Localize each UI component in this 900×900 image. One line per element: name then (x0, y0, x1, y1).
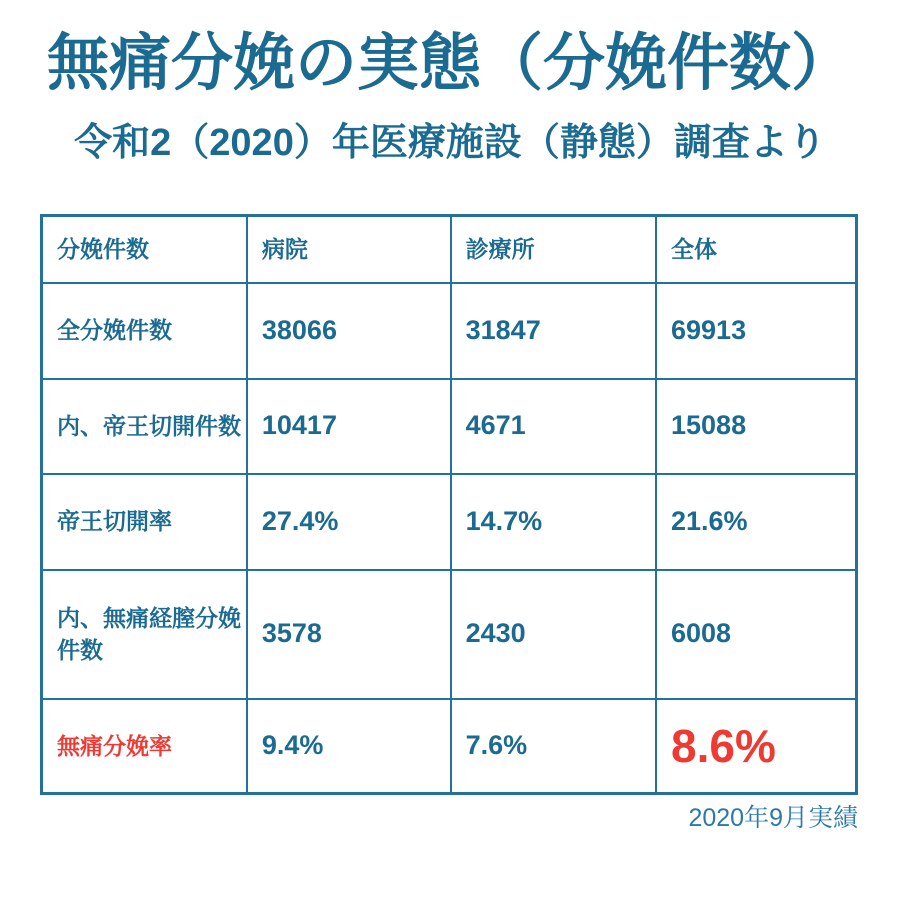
row-label: 帝王切開率 (42, 474, 247, 570)
footnote: 2020年9月実績 (688, 804, 858, 832)
column-header-total: 全体 (656, 216, 857, 283)
cell-value: 9.4% (247, 699, 451, 794)
cell-value: 6008 (656, 570, 857, 699)
table-row-cesarean-rate (42, 474, 857, 570)
delivery-stats-table (40, 214, 858, 795)
page-title: 無痛分娩の実態（分娩件数） (46, 29, 853, 98)
table-row-cesarean-count (42, 379, 857, 474)
table-row-total-deliveries (42, 283, 857, 379)
table-row-painless-delivery-rate (42, 699, 857, 794)
table-header-row (42, 216, 857, 283)
cell-value: 3578 (247, 570, 451, 699)
row-label: 内、無痛経膣分娩件数 (42, 570, 247, 699)
cell-value-highlighted: 8.6% (656, 699, 857, 794)
cell-value: 31847 (451, 283, 656, 379)
column-header-metric: 分娩件数 (42, 216, 247, 283)
cell-value: 69913 (656, 283, 857, 379)
cell-value: 27.4% (247, 474, 451, 570)
column-header-hospital: 病院 (247, 216, 451, 283)
page-subtitle: 令和2（2020）年医療施設（静態）調査より (74, 122, 826, 164)
cell-value: 15088 (656, 379, 857, 474)
cell-value: 38066 (247, 283, 451, 379)
table-row-painless-vaginal-count (42, 570, 857, 699)
cell-value: 14.7% (451, 474, 656, 570)
column-header-clinic: 診療所 (451, 216, 656, 283)
row-label-highlighted: 無痛分娩率 (42, 699, 247, 794)
cell-value: 21.6% (656, 474, 857, 570)
cell-value: 2430 (451, 570, 656, 699)
cell-value: 4671 (451, 379, 656, 474)
cell-value: 7.6% (451, 699, 656, 794)
row-label: 全分娩件数 (42, 283, 247, 379)
cell-value: 10417 (247, 379, 451, 474)
row-label: 内、帝王切開件数 (42, 379, 247, 474)
